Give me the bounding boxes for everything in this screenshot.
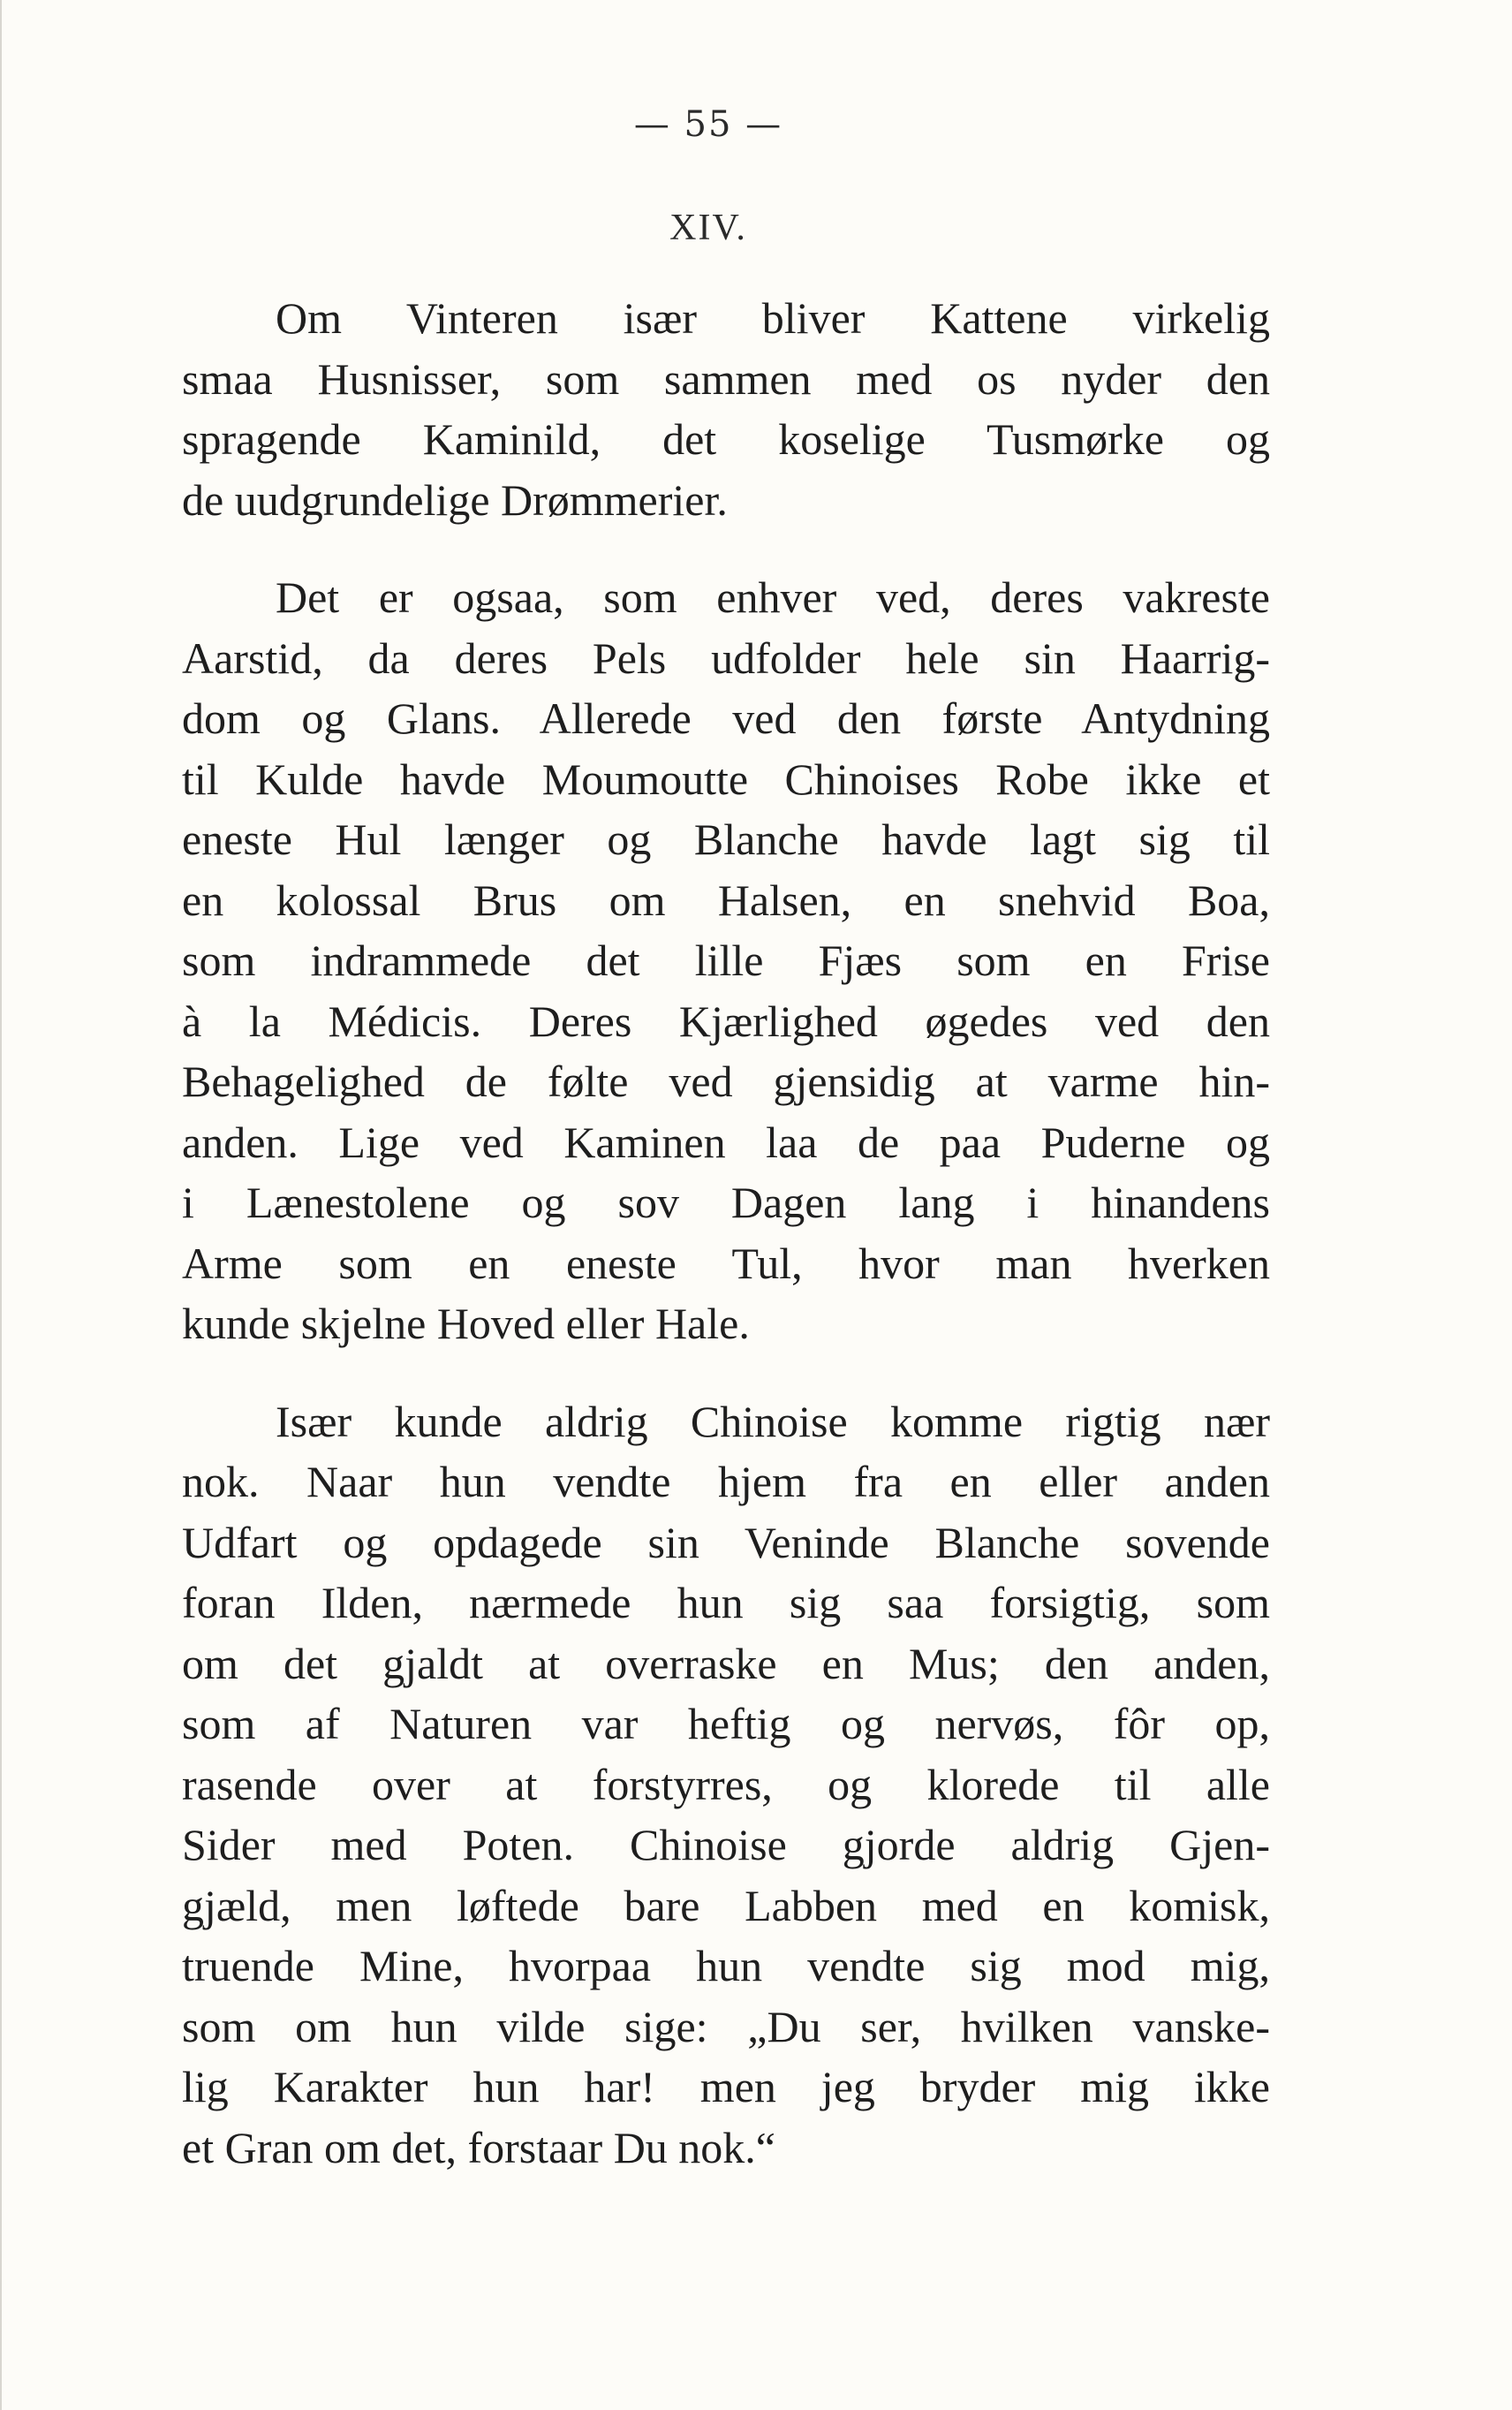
text-line: lig Karakter hun har! men jeg bryder mig ikke bbox=[182, 2062, 1270, 2111]
page-number: — 55 — bbox=[633, 104, 783, 145]
text-line: de uudgrundelige Drømmerier. bbox=[182, 474, 728, 525]
text-line: Sider med Poten. Chinoise gjorde aldrig Gjen- bbox=[182, 1820, 1270, 1869]
text-line: som indrammede det lille Fjæs som en Frise bbox=[182, 936, 1270, 985]
text-line: Udfart og opdagede sin Veninde Blanche sovende bbox=[182, 1517, 1270, 1567]
text-line: smaa Husnisser, som sammen med os nyder den bbox=[182, 353, 1270, 404]
body-text bbox=[182, 288, 1270, 2215]
paragraph bbox=[182, 567, 1270, 1354]
text-line: Arme som en eneste Tul, hvor man hverken bbox=[182, 1238, 1270, 1288]
text-line: dom og Glans. Allerede ved den første Antydning bbox=[182, 693, 1270, 743]
text-line: rasende over at forstyrres, og klorede til alle bbox=[182, 1759, 1270, 1809]
text-line: gjæld, men løftede bare Labben med en komisk, bbox=[182, 1880, 1270, 1930]
text-line: i Lænestolene og sov Dagen lang i hinandens bbox=[182, 1178, 1270, 1227]
text-line: Behagelighed de følte ved gjensidig at varme hin- bbox=[182, 1057, 1270, 1106]
text-line: kunde skjelne Hoved eller Hale. bbox=[182, 1299, 750, 1348]
text-line: spragende Kaminild, det koselige Tusmørke og bbox=[182, 414, 1270, 464]
paragraph bbox=[182, 1391, 1270, 2179]
text-line: anden. Lige ved Kaminen laa de paa Puderne og bbox=[182, 1117, 1270, 1167]
text-line: à la Médicis. Deres Kjærlighed øgedes ved den bbox=[182, 996, 1270, 1046]
text-line: foran Ilden, nærmede hun sig saa forsigtig, som bbox=[182, 1578, 1270, 1627]
text-line: Aarstid, da deres Pels udfolder hele sin Haarrig- bbox=[182, 633, 1270, 683]
text-line: nok. Naar hun vendte hjem fra en eller anden bbox=[182, 1457, 1270, 1506]
text-line: som af Naturen var heftig og nervøs, fôr op, bbox=[182, 1699, 1270, 1748]
chapter-heading: XIV. bbox=[669, 208, 747, 248]
text-line: en kolossal Brus om Halsen, en snehvid Boa, bbox=[182, 875, 1270, 925]
text-line: som om hun vilde sige: „Du ser, hvilken vanske- bbox=[182, 2001, 1270, 2051]
paragraph bbox=[182, 288, 1270, 530]
text-line: truende Mine, hvorpaa hun vendte sig mod mig, bbox=[182, 1941, 1270, 1990]
text-line: til Kulde havde Moumoutte Chinoises Robe ikke et bbox=[182, 754, 1270, 804]
text-line: om det gjaldt at overraske en Mus; den anden, bbox=[182, 1638, 1270, 1688]
text-line: et Gran om det, forstaar Du nok.“ bbox=[182, 2122, 775, 2172]
text-line: Det er ogsaa, som enhver ved, deres vakreste bbox=[276, 572, 1270, 622]
text-line: Om Vinteren især bliver Kattene virkelig bbox=[276, 293, 1270, 343]
text-line: Især kunde aldrig Chinoise komme rigtig nær bbox=[276, 1396, 1270, 1446]
text-line: eneste Hul længer og Blanche havde lagt sig til bbox=[182, 815, 1270, 864]
